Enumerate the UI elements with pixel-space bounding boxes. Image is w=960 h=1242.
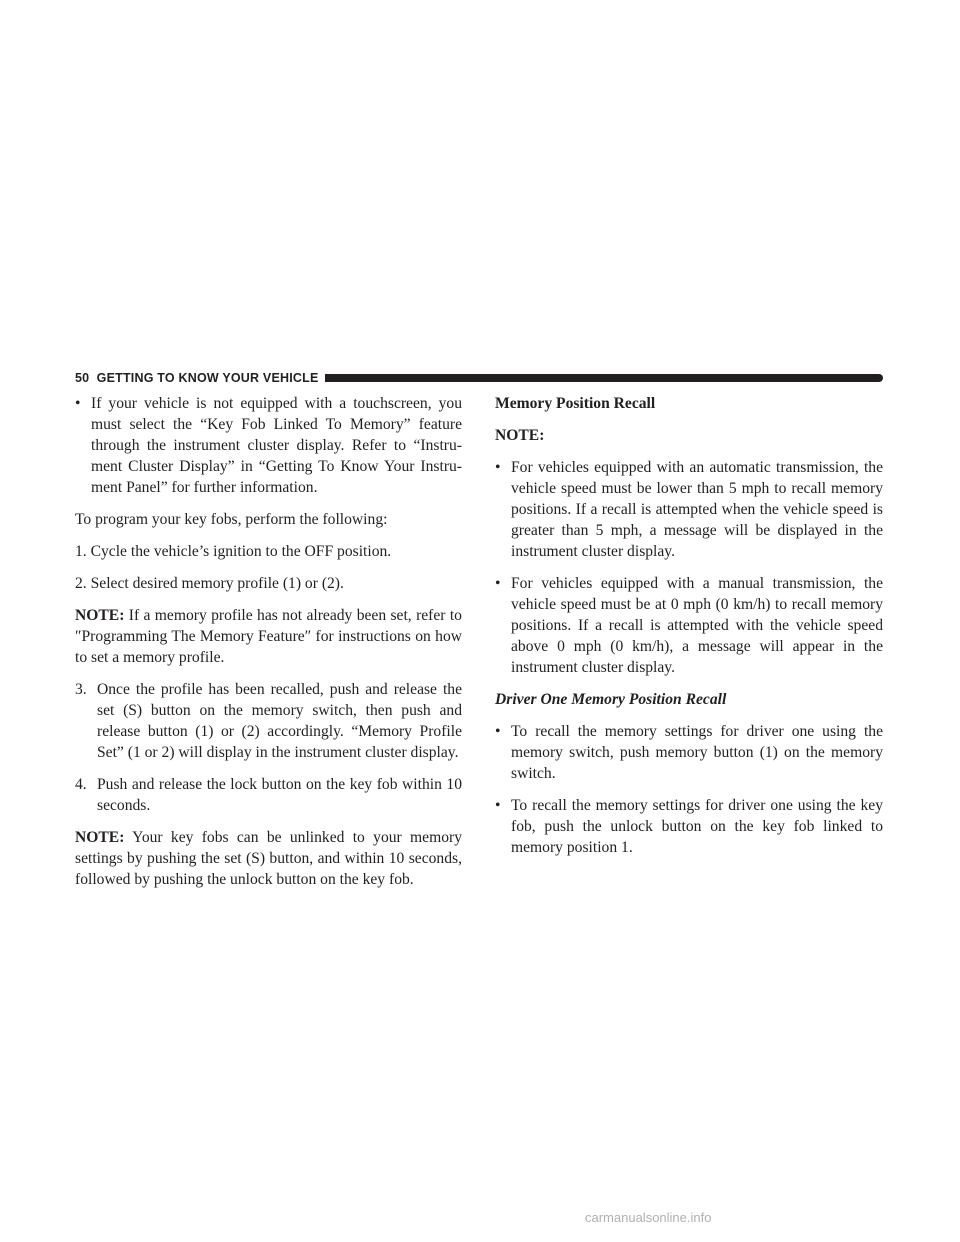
left-column bbox=[75, 393, 462, 901]
bullet-icon: • bbox=[495, 459, 501, 476]
step-4 bbox=[75, 774, 462, 816]
note-paragraph bbox=[75, 605, 462, 668]
bullet-text: To recall the memory settings for driver one using the key fob, push the unlock button on the key fob linked to memory position 1. bbox=[511, 797, 883, 856]
bullet-icon: • bbox=[75, 395, 81, 412]
note-text: If a memory profile has not already been set, refer to ″Programming The Memory Feature″ for instructions on how to set a memory profile. bbox=[75, 607, 462, 666]
intro-text: To program your key fobs, perform the following: bbox=[75, 511, 388, 528]
step-number: 3. bbox=[75, 681, 87, 698]
page-number: 50 bbox=[75, 371, 90, 385]
bullet-text: For vehicles equipped with a manual transmission, the vehicle speed must be at 0 mph (0 km/h) to recall memory positions. If a recall is attempted with the vehicle speed above 0 mph (0 km/h), a message will appear in the instrument cluster display. bbox=[511, 575, 883, 676]
right-column bbox=[495, 393, 883, 869]
step-text: Push and release the lock button on the key fob within 10 seconds. bbox=[97, 776, 462, 814]
note-label: NOTE: bbox=[75, 829, 125, 846]
page-header bbox=[75, 371, 883, 385]
bullet-icon: • bbox=[495, 723, 501, 740]
note-text: Your key fobs can be unlinked to your memory settings by pushing the set (S) button, and within 10 seconds, followed by pushing the unlock button on the key fob. bbox=[75, 829, 462, 888]
step-number: 4. bbox=[75, 776, 87, 793]
bullet-item bbox=[495, 721, 883, 784]
bullet-item bbox=[495, 573, 883, 678]
subsection-heading: Driver One Memory Position Recall bbox=[495, 691, 727, 708]
bullet-text: If your vehicle is not equipped with a touchscreen, you must select the “Key Fob Linked To Memory” feature through the instrument cluster display. Refer to “Instru-ment Cluster Display” in “Getting To Know Your Instru-ment Panel” for further information. bbox=[91, 395, 462, 496]
note-paragraph bbox=[75, 827, 462, 890]
page-header-text bbox=[75, 371, 319, 385]
note-label: NOTE: bbox=[75, 607, 125, 624]
bullet-icon: • bbox=[495, 797, 501, 814]
step-text: Once the profile has been recalled, push and release the set (S) button on the memory switch, then push and release button (1) or (2) accordingly. “Memory Profile Set” (1 or 2) will display in the instrument cluster display. bbox=[97, 681, 462, 761]
note-label: NOTE: bbox=[495, 427, 545, 444]
section-heading: Memory Position Recall bbox=[495, 395, 656, 412]
bullet-text: For vehicles equipped with an automatic transmission, the vehicle speed must be lower than 5 mph to recall memory positions. If a recall is attempted when the vehicle speed is greater than 5 mph, a message will be displayed in the instrument cluster display. bbox=[511, 459, 883, 560]
watermark: carmanualsonline.info bbox=[585, 1210, 712, 1225]
bullet-item bbox=[75, 393, 462, 498]
step-3 bbox=[75, 679, 462, 763]
bullet-item bbox=[495, 457, 883, 562]
bullet-icon: • bbox=[495, 575, 501, 592]
section-title: GETTING TO KNOW YOUR VEHICLE bbox=[96, 371, 319, 385]
header-rule bbox=[325, 374, 884, 382]
bullet-item bbox=[495, 795, 883, 858]
bullet-text: To recall the memory settings for driver one using the memory switch, push memory button (1) on the memory switch. bbox=[511, 723, 883, 782]
step-1: 1. Cycle the vehicle’s ignition to the OFF position. bbox=[75, 543, 392, 560]
step-2: 2. Select desired memory profile (1) or (2). bbox=[75, 575, 344, 592]
